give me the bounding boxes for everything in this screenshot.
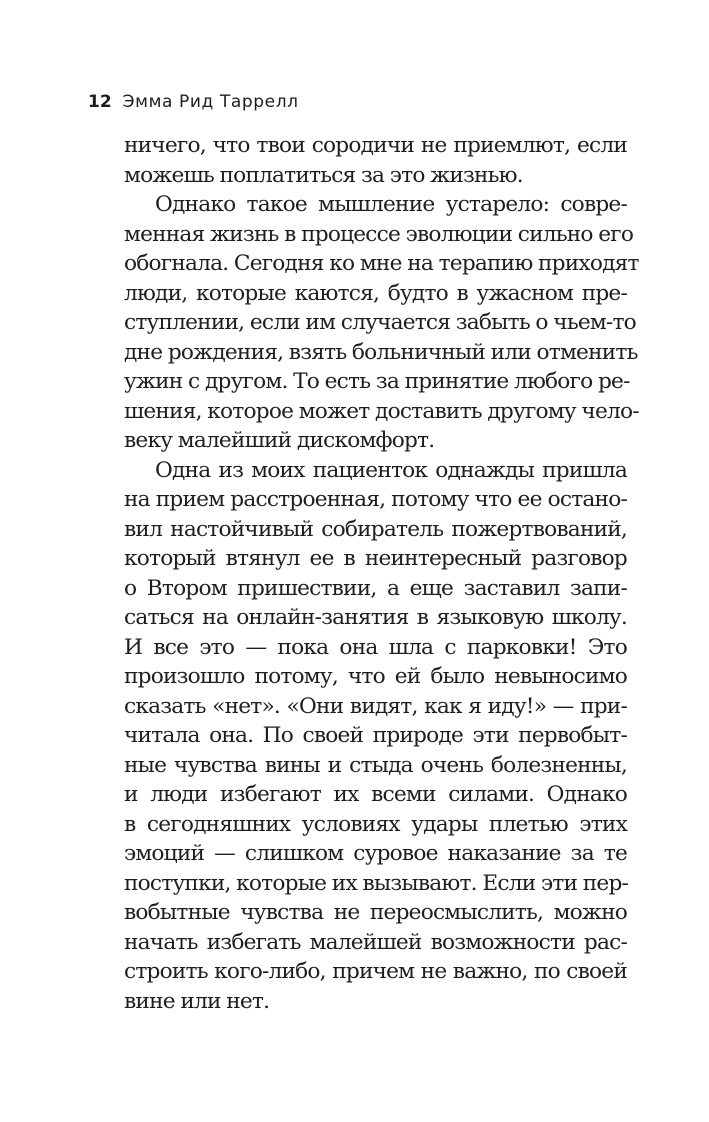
page-number: 12: [88, 92, 112, 112]
text-line: в сегодняшних условиях удары плетью этих: [124, 811, 627, 837]
text-line: шения, которое может доставить другому чело-: [124, 398, 639, 424]
running-header: [88, 92, 299, 112]
text-line: строить кого-либо, причем не важно, по своей: [124, 959, 627, 984]
text-line: вине или нет.: [124, 988, 270, 1014]
text-line: вил настойчивый собиратель пожертвований,: [124, 516, 627, 542]
running-title: Эмма Рид Таррелл: [122, 92, 299, 112]
text-line: и люди избегают их всеми силами. Однако: [124, 782, 627, 807]
text-line: сказать «нет». «Они видят, как я иду!» — при-: [124, 693, 627, 719]
text-line: обогнала. Сегодня ко мне на терапию приходят: [124, 251, 639, 276]
text-line: вобытные чувства не переосмыслить, можно: [124, 900, 627, 925]
text-line: веку малейший дискомфорт.: [124, 428, 435, 453]
text-line: читала она. По своей природе эти первобыт-: [124, 723, 627, 748]
text-line: ные чувства вины и стыда очень болезненны,: [124, 752, 627, 778]
text-line: люди, которые каются, будто в ужасном пре-: [124, 280, 627, 306]
text-line: произошло потому, что ей было невыносимо: [124, 664, 627, 689]
text-line: который втянул ее в неинтересный разговор: [124, 546, 627, 571]
text-line: И все это — пока она шла с парковки! Это: [124, 634, 627, 660]
text-line: о Втором пришествии, а еще заставил запи-: [124, 575, 627, 601]
paragraph: [124, 456, 627, 1017]
text-line: ступлении, если им случается забыть о чьем-то: [124, 310, 636, 335]
text-line: поступки, которые их вызывают. Если эти пер-: [124, 870, 629, 896]
text-line: менная жизнь в процессе эволюции сильно его: [124, 221, 634, 247]
text-line: ужин с другом. То есть за принятие любого ре-: [124, 369, 630, 394]
paragraph: [124, 190, 639, 456]
text-line: ничего, что твои сородичи не приемлют, если: [124, 133, 627, 158]
text-line: Однако такое мышление устарело: совре-: [155, 192, 627, 217]
body-text: [124, 131, 639, 1016]
text-line: дне рождения, взять больничный или отменить: [124, 339, 638, 365]
text-line: эмоций — слишком суровое наказание за те: [124, 841, 627, 866]
text-line: начать избегать малейшей возможности рас-: [124, 929, 627, 955]
text-line: на прием расстроенная, потому что ее остано-: [124, 487, 627, 512]
paragraph: [124, 131, 627, 190]
text-line: Одна из моих пациенток однажды пришла: [155, 457, 627, 483]
text-line: можешь поплатиться за это жизнью.: [124, 162, 523, 188]
text-line: саться на онлайн-занятия в языковую школу.: [124, 605, 627, 630]
